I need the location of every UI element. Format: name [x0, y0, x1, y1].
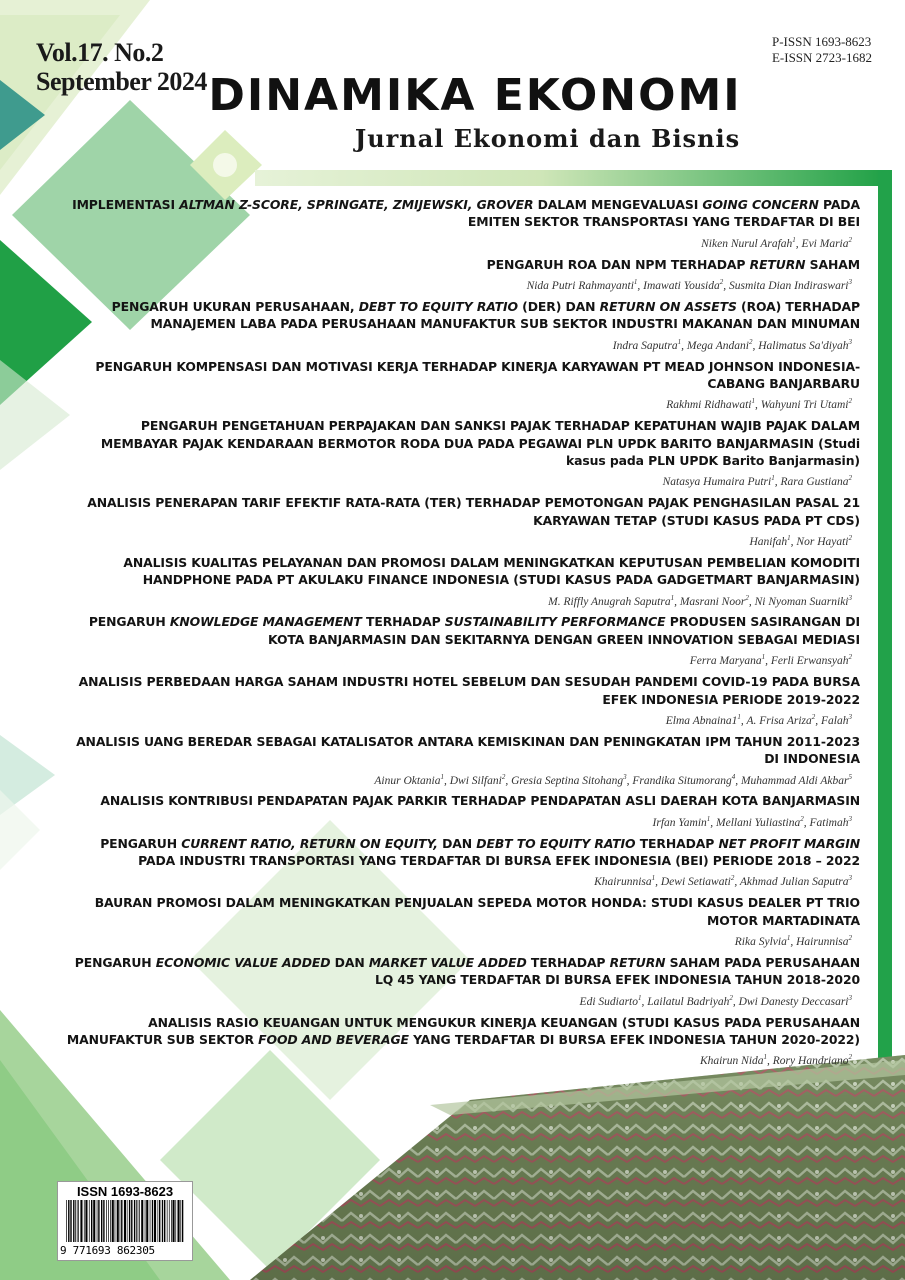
author-name: Dewi Setiawati [660, 876, 731, 889]
author-name: Halimatus Sa'diyah [758, 339, 849, 352]
article-title [60, 256, 860, 273]
barcode-bar [141, 1200, 143, 1242]
author-name: Niken Nurul Arafah [701, 237, 793, 250]
author-affiliation-mark: 3 [623, 772, 627, 781]
author-name: A. Frisa Ariza [746, 714, 812, 727]
article-title-part: ANALISIS KONTRIBUSI PENDAPATAN PAJAK PARKIR TERHADAP PENDAPATAN ASLI DAERAH KOTA BANJARMASIN [100, 793, 860, 809]
article-title-part: PADA EMITEN SEKTOR TRANSPORTASI YANG TERDAFTAR DI BEI [467, 197, 860, 230]
article-title [60, 417, 860, 469]
author-name: Indra Saputra [612, 339, 678, 352]
article-entry [60, 954, 860, 1009]
barcode-bar [167, 1200, 168, 1242]
author-name: Hairunnisa [796, 935, 849, 948]
volume-number: Vol.17. No.2 [36, 38, 164, 67]
barcode-bar [145, 1200, 146, 1242]
author-name: Rakhmi Ridhawati [666, 399, 752, 412]
author-affiliation-mark: 2 [501, 772, 506, 781]
article-entry [60, 494, 860, 549]
journal-subtitle: Jurnal Ekonomi dan Bisnis [354, 124, 741, 153]
barcode-bar [93, 1200, 95, 1242]
barcode-bar [154, 1200, 156, 1242]
author-affiliation-mark: 3 [848, 874, 852, 883]
article-authors: Natasya Humaira Putri$^1$, Rara Gustiana$^2$ [662, 474, 852, 489]
article-entry [60, 298, 860, 353]
author-name: Edi Sudiarto [579, 995, 639, 1008]
barcode-bar [178, 1200, 180, 1242]
author-affiliation-mark: 2 [848, 397, 852, 406]
author-affiliation-mark: 2 [719, 278, 724, 287]
author-affiliation-mark: 1 [751, 397, 755, 406]
author-affiliation-mark: 5 [848, 772, 852, 781]
author-name: Gresia Septina Sitohang [511, 774, 624, 787]
author-name: Evi Maria [801, 237, 849, 250]
author-affiliation-mark: 2 [848, 235, 852, 244]
barcode-bar [70, 1200, 71, 1242]
article-title [60, 733, 860, 768]
author-affiliation-mark: 1 [670, 593, 675, 602]
article-title-part: PENGARUH [88, 614, 170, 630]
article-entry [60, 733, 860, 788]
article-title-part: YANG TERDAFTAR DI BURSA EFEK INDONESIA TAHUN 2020-2022) [408, 1031, 860, 1047]
article-title-part: PADA INDUSTRI TRANSPORTASI YANG TERDAFTAR DI BURSA EFEK INDONESIA (BEI) PERIODE 2018 – 2022 [138, 853, 860, 869]
article-title-italic-part: MARKET VALUE ADDED [368, 954, 527, 970]
author-affiliation-mark: 3 [848, 337, 852, 346]
author-name: Rara Gustiana [780, 476, 849, 489]
barcode-bar [121, 1200, 122, 1242]
author-name: Mega Andani [686, 339, 749, 352]
author-affiliation-mark: 2 [730, 874, 735, 883]
article-entry [60, 673, 860, 728]
author-affiliation-mark: 2 [748, 337, 753, 346]
issue-date: September 2024 [36, 67, 207, 96]
barcode-bar [182, 1200, 183, 1242]
journal-title: DINAMIKA EKONOMI [208, 70, 742, 121]
barcode-bar [138, 1200, 139, 1242]
author-affiliation-mark: 1 [677, 337, 682, 346]
author-affiliation-mark: 1 [761, 653, 766, 662]
author-affiliation-mark: 1 [638, 993, 642, 1002]
article-entry [60, 554, 860, 609]
author-affiliation-mark: 3 [848, 593, 852, 602]
article-title-part: SAHAM [805, 256, 860, 272]
article-authors: Khairunnisa$^1$, Dewi Setiawati$^2$, Akhmad Julian Saputra$^3$ [594, 874, 852, 889]
article-entry [60, 256, 860, 293]
barcode-bar [159, 1200, 160, 1242]
author-affiliation-mark: 2 [745, 593, 749, 602]
author-name: Ni Nyoman Suarniki [754, 595, 849, 608]
barcode-bar [124, 1200, 126, 1242]
author-name: Khairun Nida [699, 1055, 764, 1068]
barcode-bar [112, 1200, 114, 1242]
article-title [60, 358, 860, 393]
barcode-bar [127, 1200, 128, 1242]
barcode-bar [66, 1200, 67, 1242]
author-name: Nor Hayati [796, 535, 849, 548]
barcode-bar [131, 1200, 132, 1242]
barcode-bar [162, 1200, 163, 1242]
article-title [60, 298, 860, 333]
article-authors: Niken Nurul Arafah$^1$, Evi Maria$^2$ [701, 235, 852, 250]
article-title-italic-part: KNOWLEDGE MANAGEMENT [169, 614, 362, 630]
article-title-part: DALAM MENGEVALUASI [533, 197, 703, 212]
author-name: Fatimah [809, 816, 849, 829]
barcode-bar [120, 1200, 121, 1242]
article-title-italic-part: ALTMAN Z-SCORE, SPRINGATE, ZMIJEWSKI, GROVER [179, 197, 534, 212]
article-title-part: (DER) DAN [517, 298, 600, 314]
author-affiliation-mark: 1 [737, 712, 741, 721]
article-title [60, 894, 860, 929]
barcode-bar [150, 1200, 151, 1242]
article-title-part: TERHADAP [361, 614, 445, 630]
barcode-bar [101, 1200, 102, 1242]
article-title [60, 673, 860, 708]
author-name: Mellani Yuliastina [716, 816, 801, 829]
author-affiliation-mark: 4 [731, 772, 736, 781]
author-name: Falah [821, 714, 849, 727]
author-name: Khairunnisa [594, 876, 652, 889]
barcode-bar [108, 1200, 109, 1242]
article-title-part: DAN [437, 835, 477, 851]
barcode-bar [98, 1200, 99, 1242]
author-affiliation-mark: 1 [792, 235, 796, 244]
author-affiliation-mark: 1 [771, 474, 775, 483]
article-title-italic-part: NET PROFIT MARGIN [718, 835, 860, 851]
author-affiliation-mark: 1 [763, 1053, 768, 1062]
article-title-italic-part: FOOD AND BEVERAGE [258, 1031, 409, 1047]
author-name: Ainur Oktania [374, 774, 441, 787]
article-entry [60, 835, 860, 890]
article-entry [60, 358, 860, 413]
barcode-bar [173, 1200, 175, 1242]
article-entry [60, 1014, 860, 1069]
barcode-digits: 9 771693 862305 [60, 1244, 155, 1257]
article-title-italic-part: DEBT TO EQUITY RATIO [358, 298, 518, 314]
author-name: Dwi Danesty Deccasari [738, 995, 849, 1008]
article-title [60, 494, 860, 529]
article-title-part: TERHADAP [635, 835, 719, 851]
article-authors: Edi Sudiarto$^1$, Lailatul Badriyah$^2$, Dwi Danesty Deccasari$^3$ [579, 993, 852, 1008]
author-affiliation-mark: 3 [848, 993, 852, 1002]
issn-barcode [57, 1181, 193, 1261]
article-title [60, 554, 860, 589]
author-name: Susmita Dian Indiraswari [729, 279, 849, 292]
barcode-bar [78, 1200, 79, 1242]
author-name: Akhmad Julian Saputra [739, 876, 849, 889]
author-affiliation-mark: 2 [848, 934, 852, 943]
article-authors: Indra Saputra$^1$, Mega Andani$^2$, Halimatus Sa'diyah$^3$ [612, 337, 852, 352]
article-authors: Elma $Abnaina1^1$, A. Frisa Ariza$^2$, Falah$^3$ [665, 712, 852, 727]
author-name: Ferra Maryana [689, 655, 762, 668]
article-title-italic-part: RETURN [609, 954, 666, 970]
author-name: Frandika Situmorang [632, 774, 732, 787]
barcode-bar [175, 1200, 176, 1242]
e-issn: E-ISSN 2723-1682 [771, 50, 872, 65]
article-authors: Khairun Nida$^1$, Rory Handriano$^2$ [699, 1053, 852, 1068]
author-name: Natasya Humaira Putri [662, 476, 772, 489]
barcode-bar [134, 1200, 135, 1242]
author-name: Wahyuni Tri Utami [760, 399, 849, 412]
article-title [60, 196, 860, 231]
article-title [60, 1014, 860, 1049]
article-title [60, 792, 860, 809]
barcode-bar [80, 1200, 82, 1242]
article-title-part: TERHADAP [526, 954, 610, 970]
article-authors: Rakhmi Ridhawati$^1$, Wahyuni Tri Utami$^2$ [666, 397, 852, 412]
author-affiliation-mark: 2 [729, 993, 733, 1002]
article-title-italic-part: RETURN [749, 256, 806, 272]
author-name: M. Riffly Anugrah Saputra [548, 595, 671, 608]
article-title-part: (ROA) TERHADAP MANAJEMEN LABA PADA PERUSAHAAN MANUFAKTUR SUB SEKTOR INDUSTRI MAKANAN DAN MINUMAN [150, 298, 860, 332]
article-title-part: IMPLEMENTASI [72, 197, 180, 212]
barcode-bar [85, 1200, 87, 1242]
author-name: Dwi Silfani [449, 774, 502, 787]
barcode-bar [73, 1200, 74, 1242]
author-affiliation-mark: 2 [848, 1053, 852, 1062]
author-name: Lailatul Badriyah [647, 995, 730, 1008]
article-entry [60, 417, 860, 489]
barcode-bar [169, 1200, 170, 1242]
author-name: Irfan Yamin [652, 816, 707, 829]
author-affiliation-mark: 3 [848, 278, 852, 287]
article-authors: Ferra Maryana$^1$, Ferli Erwansyah$^2$ [689, 653, 852, 668]
author-affiliation-mark: 2 [848, 474, 852, 483]
barcode-bar [139, 1200, 140, 1242]
author-name: Muhammad Aldi Akbar [740, 774, 849, 787]
barcode-bar [136, 1200, 137, 1242]
article-title-part: BAURAN PROMOSI DALAM MENINGKATKAN PENJUALAN SEPEDA MOTOR HONDA: STUDI KASUS DEALER PT TRIO MOTOR MARTADINATA [94, 895, 860, 928]
barcode-bar [180, 1200, 181, 1242]
barcode-bar [129, 1200, 130, 1242]
article-title-part: ANALISIS PERBEDAAN HARGA SAHAM INDUSTRI HOTEL SEBELUM DAN SESUDAH PANDEMI COVID-19 PADA BURSA EFEK INDONESIA PERIODE 2019-2022 [78, 674, 860, 707]
author-affiliation-mark: 2 [800, 814, 804, 823]
barcode-bar [68, 1200, 69, 1242]
author-name: Imawati Yousida [643, 279, 720, 292]
barcode-bar [77, 1200, 78, 1242]
article-authors: Ainur Oktania$^1$, Dwi Silfani$^2$, Gresia Septina Sitohang$^3$, Frandika Situmorang$^4$, Muhammad Aldi Akbar$^5$ [374, 772, 852, 787]
author-name: Elma Abnaina1 [665, 714, 738, 727]
p-issn: P-ISSN 1693-8623 [771, 34, 872, 49]
article-entry [60, 613, 860, 668]
article-title-part: PENGARUH [100, 835, 182, 851]
article-title-italic-part: SUSTAINABILITY PERFORMANCE [444, 614, 666, 630]
barcode-bar [146, 1200, 148, 1242]
article-title-part: ANALISIS PENERAPAN TARIF EFEKTIF RATA-RATA (TER) TERHADAP PEMOTONGAN PAJAK PENGHASILAN PASAL 21 KARYAWAN TETAP (STUDI KASUS PADA PT CDS) [87, 495, 860, 528]
article-title-part: PENGARUH [74, 954, 156, 970]
article-title-part: DAN [330, 954, 369, 970]
barcode-bar [84, 1200, 85, 1242]
barcode-bar [103, 1200, 104, 1242]
article-authors: Rika Sylvia$^1$, Hairunnisa$^2$ [734, 934, 852, 948]
author-name: Rika Sylvia [734, 935, 787, 948]
article-title-part: PENGARUH UKURAN PERUSAHAAN, [111, 298, 359, 314]
article-title [60, 613, 860, 648]
article-list [60, 196, 860, 1073]
barcode-bar [152, 1200, 153, 1242]
article-title-part: PRODUSEN SASIRANGAN DI KOTA BANJARMASIN DAN SEKITARNYA DENGAN GREEN INNOVATION SEBAGAI MEDIASI [268, 614, 860, 647]
barcode-bars [66, 1200, 184, 1242]
article-authors: Nida Putri Rahmayanti$^1$, Imawati Yousida$^2$, Susmita Dian Indiraswari$^3$ [526, 278, 852, 292]
article-title-part: PENGARUH ROA DAN NPM TERHADAP [486, 256, 750, 272]
article-title [60, 835, 860, 870]
barcode-bar [75, 1200, 76, 1242]
article-title-part: ANALISIS KUALITAS PELAYANAN DAN PROMOSI DALAM MENINGKATKAN KEPUTUSAN PEMBELIAN KOMODITI HANDPHONE PADA PT AKULAKU FINANCE INDONESIA (STUDI KASUS PADA GADGETMART BANJARMASIN) [123, 554, 860, 588]
barcode-bar [89, 1200, 90, 1242]
article-title-part: SAHAM PADA PERUSAHAAN LQ 45 YANG TERDAFTAR DI BURSA EFEK INDONESIA TAHUN 2018-2020 [374, 954, 860, 988]
article-title-part: ANALISIS UANG BEREDAR SEBAGAI KATALISATOR ANTARA KEMISKINAN DAN PENINGKATAN IPM TAHUN 2011-2023 DI INDONESIA [76, 733, 860, 767]
article-title-part: PENGARUH PENGETAHUAN PERPAJAKAN DAN SANKSI PAJAK TERHADAP KEPATUHAN WAJIB PAJAK DALAM MEMBAYAR PAJAK KENDARAAN BERMOTOR RODA DUA PADA PEGAWAI PLN UPDK BARITO BANJARMASIN (Studi kasus pada PLN UPDK Barito Banjarmasin) [100, 418, 860, 468]
author-affiliation-mark: 1 [786, 934, 791, 943]
article-title-italic-part: RETURN ON ASSETS [599, 298, 737, 314]
barcode-bar [164, 1200, 165, 1242]
author-name: Masrani Noor [679, 595, 746, 608]
barcode-bar [97, 1200, 98, 1242]
article-title-part: PENGARUH KOMPENSASI DAN MOTIVASI KERJA TERHADAP KINERJA KARYAWAN PT MEAD JOHNSON INDONESIA-CABANG BANJARBARU [95, 358, 860, 391]
article-title-italic-part: GOING CONCERN [702, 197, 819, 212]
article-entry [60, 894, 860, 949]
author-affiliation-mark: 2 [848, 534, 852, 543]
barcode-bar [106, 1200, 107, 1242]
author-affiliation-mark: 1 [787, 534, 791, 543]
article-entry [60, 196, 860, 251]
article-title-part: ANALISIS RASIO KEUANGAN UNTUK MENGUKUR KINERJA KEUANGAN (STUDI KASUS PADA PERUSAHAAN MANUFAKTUR SUB SEKTOR [66, 1014, 860, 1047]
author-name: Ferli Erwansyah [770, 655, 849, 668]
article-authors: M. Riffly Anugrah Saputra$^1$, Masrani Noor$^2$, Ni Nyoman Suarniki$^3$ [548, 593, 852, 608]
barcode-issn-label: ISSN 1693-8623 [76, 1184, 174, 1199]
author-name: Hanifah [749, 535, 788, 548]
article-title-italic-part: ECONOMIC VALUE ADDED [155, 954, 331, 970]
author-affiliation-mark: 1 [706, 814, 711, 823]
article-title-italic-part: DEBT TO EQUITY RATIO [476, 835, 636, 851]
article-authors: Irfan Yamin$^1$, Mellani Yuliastina$^2$, Fatimah$^3$ [652, 814, 852, 829]
barcode-bar [117, 1200, 119, 1242]
article-authors: Hanifah$^1$, Nor Hayati$^2$ [749, 534, 852, 548]
author-affiliation-mark: 3 [848, 814, 852, 823]
author-affiliation-mark: 1 [651, 874, 656, 883]
barcode-bar [158, 1200, 159, 1242]
issn-block [772, 34, 872, 66]
barcode-bar [91, 1200, 92, 1242]
author-affiliation-mark: 1 [440, 772, 444, 781]
author-name: Rory Handriano [772, 1055, 849, 1068]
barcode-bar [110, 1200, 111, 1242]
author-affiliation-mark: 3 [848, 712, 852, 721]
article-entry [60, 792, 860, 829]
barcode-bar [171, 1200, 172, 1242]
barcode-bar [115, 1200, 116, 1242]
author-affiliation-mark: 1 [633, 278, 638, 287]
article-title-italic-part: CURRENT RATIO, RETURN ON EQUITY, [181, 835, 438, 851]
author-affiliation-mark: 2 [848, 653, 852, 662]
article-title [60, 954, 860, 989]
author-name: Nida Putri Rahmayanti [526, 279, 634, 292]
author-affiliation-mark: 2 [811, 712, 816, 721]
